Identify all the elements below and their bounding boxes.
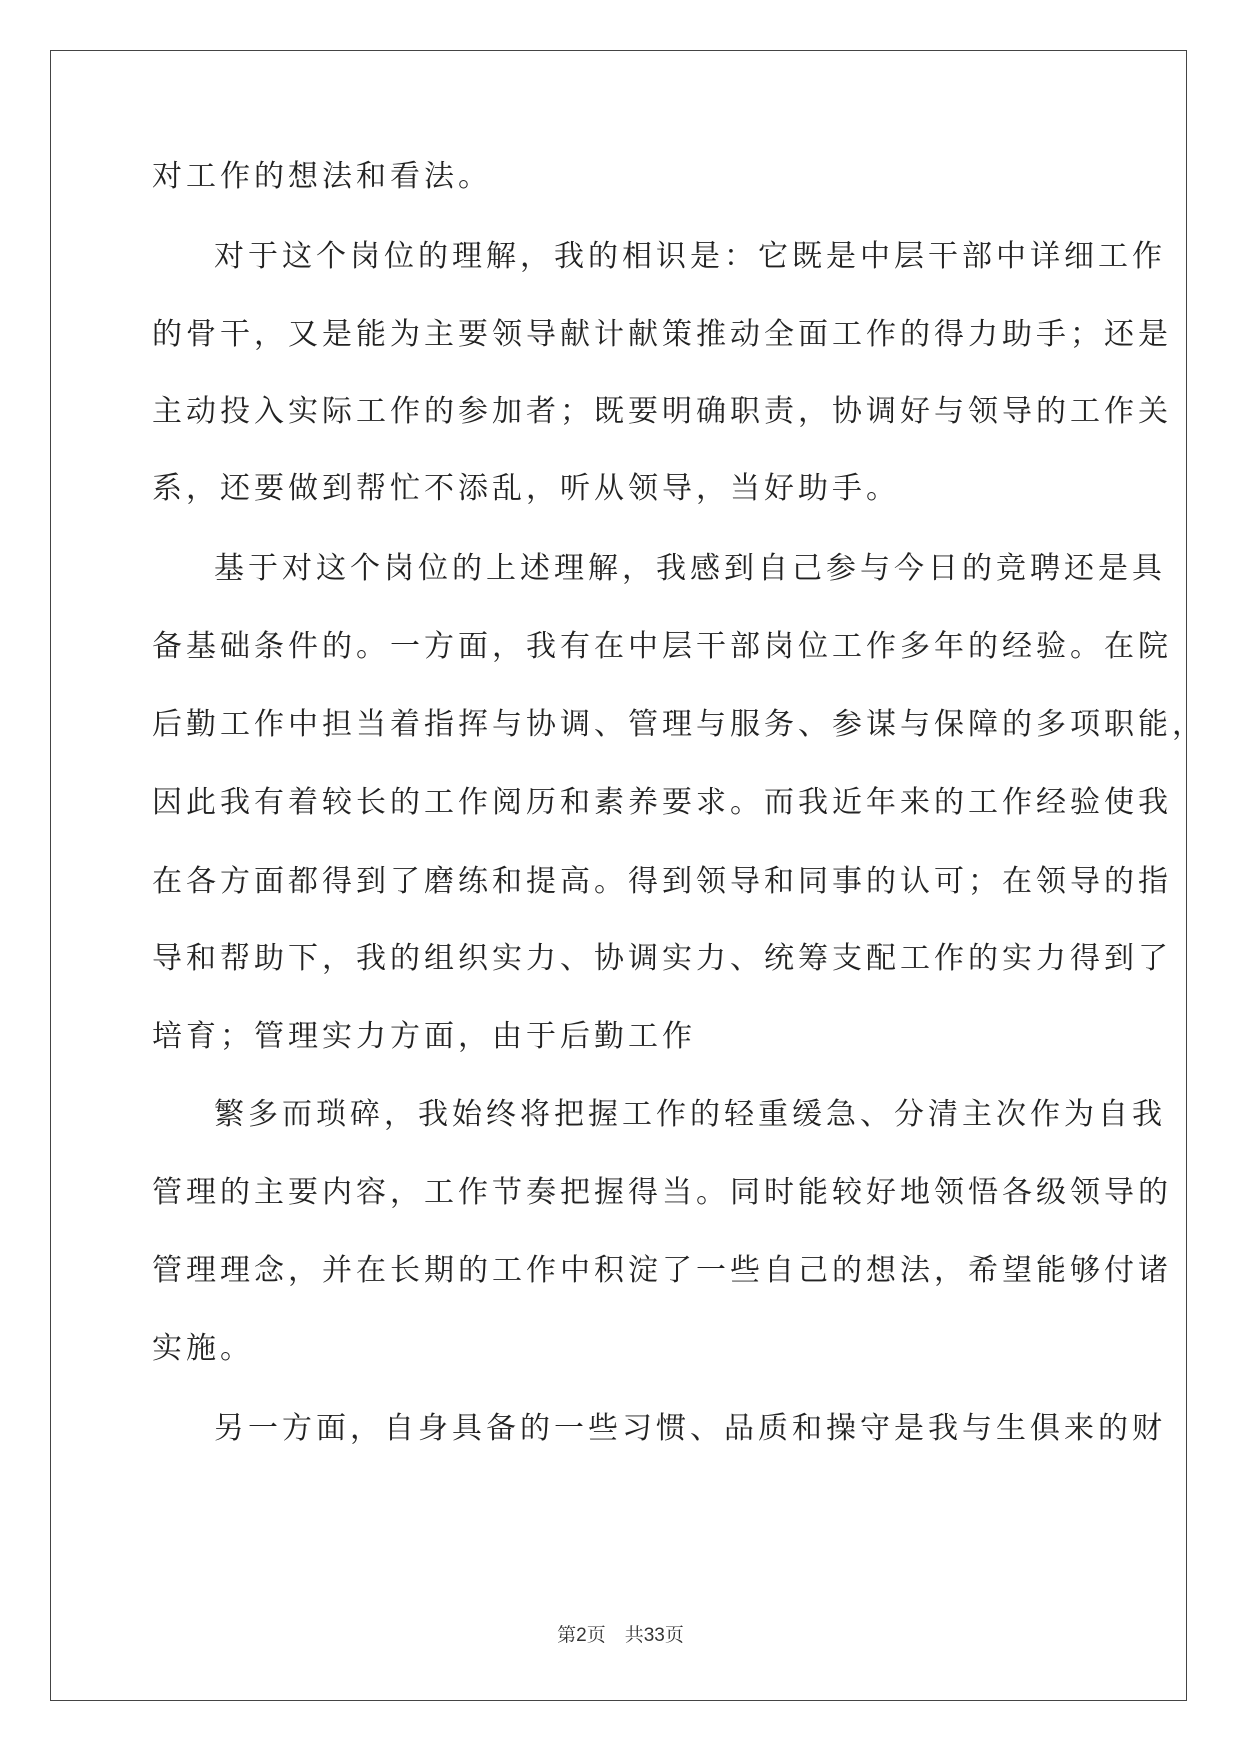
footer-total-suffix: 页 — [664, 1625, 684, 1646]
text-line: 管理理念，并在长期的工作中积淀了一些自己的想法，希望能够付诸 — [152, 1253, 1172, 1288]
text-line: 后勤工作中担当着指挥与协调、管理与服务、参谋与保障的多项职能， — [152, 707, 1206, 742]
text-line: 在各方面都得到了磨练和提高。得到领导和同事的认可；在领导的指 — [152, 864, 1172, 899]
text-line: 对工作的想法和看法。 — [152, 159, 492, 194]
text-line: 因此我有着较长的工作阅历和素养要求。而我近年来的工作经验使我 — [152, 785, 1172, 820]
text-line: 培育；管理实力方面，由于后勤工作 — [152, 1019, 696, 1054]
page-footer — [0, 1620, 1241, 1647]
text-line: 导和帮助下，我的组织实力、协调实力、统筹支配工作的实力得到了 — [152, 941, 1172, 976]
footer-page-suffix: 页 — [586, 1625, 606, 1646]
text-line: 对于这个岗位的理解，我的相识是：它既是中层干部中详细工作 — [214, 239, 1166, 274]
text-line: 主动投入实际工作的参加者；既要明确职责，协调好与领导的工作关 — [152, 394, 1172, 429]
text-line: 的骨干，又是能为主要领导献计献策推动全面工作的得力助手；还是 — [152, 317, 1172, 352]
text-line: 管理的主要内容，工作节奏把握得当。同时能较好地领悟各级领导的 — [152, 1175, 1172, 1210]
text-line: 基于对这个岗位的上述理解，我感到自己参与今日的竞聘还是具 — [214, 551, 1166, 586]
text-line: 系，还要做到帮忙不添乱，听从领导，当好助手。 — [152, 471, 900, 506]
text-line: 另一方面，自身具备的一些习惯、品质和操守是我与生俱来的财 — [214, 1411, 1166, 1446]
text-line: 繁多而琐碎，我始终将把握工作的轻重缓急、分清主次作为自我 — [214, 1097, 1166, 1132]
footer-total-prefix: 共 — [624, 1625, 644, 1646]
footer-prefix: 第 — [557, 1625, 577, 1646]
total-pages: 33 — [643, 1625, 665, 1646]
text-line: 备基础条件的。一方面，我有在中层干部岗位工作多年的经验。在院 — [152, 629, 1172, 664]
text-line: 实施。 — [152, 1331, 254, 1366]
page-number: 2 — [576, 1625, 587, 1646]
